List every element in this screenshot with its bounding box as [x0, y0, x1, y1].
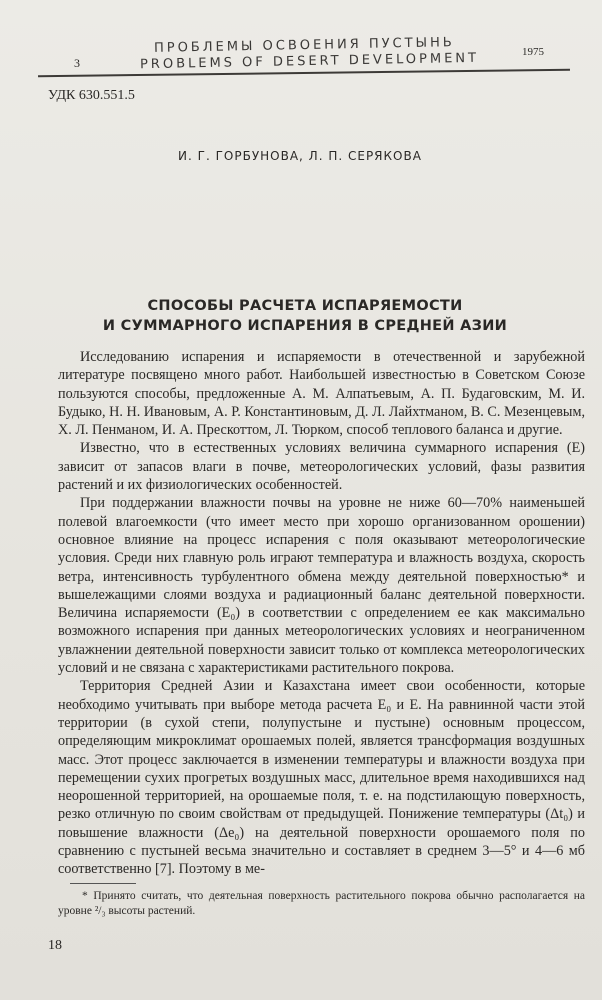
paragraph-3: При поддержании влажности почвы на уровне не ниже 60—70% наименьшей полевой влагоемкости (что имеет место при хорошо организованном орошении) основное влияние на процесс испарения с поля оказывают метеорологические условия. Среди них главную роль играют температура и влажность воздуха, скорость ветра, интенсивность турбулентного обмена между деятельной поверхностью* и вышележащими слоями воздуха и радиационный баланс деятельной поверхности. Величина испаряемости (E₀) в соответствии с определением ее как максимально возможного испарения при данных метеорологических условиях и неограниченном увлажнении деятельной поверхности зависит только от комплекса метеорологических условий и не связана с характеристиками растительного покрова. [58, 495, 585, 677]
page-number: 18 [48, 938, 62, 953]
article-title-line-1: СПОСОБЫ РАСЧЕТА ИСПАРЯЕМОСТИ [147, 298, 463, 314]
udc-code: УДК 630.551.5 [48, 88, 135, 103]
journal-title-en: PROBLEMS OF DESERT DEVELOPMENT [139, 50, 480, 73]
paragraph-4: Территория Средней Азии и Казахстана имеет свои особенности, которые необходимо учитывать при выборе метода расчета E₀ и E. На равнинной части этой территории (в сухой степи, полупустыне и пустыне) основным процессом, определяющим микроклимат орошаемых полей, является трансформация воздушных масс. Этот процесс заключается в изменении температуры и влажности воздуха при перемещении сухих прогретых воздушных масс, длительное время находившихся над неорошенной территорией, на орошаемые поля, т. е. на подстилающую поверхность, резко отличную по своим свойствам от предыдущей. Понижение температуры (Δt₀) и повышение влажности (Δe₀) на деятельной поверхности орошаемого поля по сравнению с пустыней весьма значительно и составляет в среднем 3—5° и 4—6 мб соответственно [7]. Поэтому в ме- [58, 678, 585, 878]
journal-title-ru: ПРОБЛЕМЫ ОСВОЕНИЯ ПУСТЫНЬ [153, 35, 455, 56]
article-title [70, 296, 540, 336]
footnote-rule [70, 883, 136, 884]
header-page-number: 3 [74, 56, 80, 70]
article-title-line-2: И СУММАРНОГО ИСПАРЕНИЯ В СРЕДНЕЙ АЗИИ [102, 318, 508, 334]
paragraph-2: Известно, что в естественных условиях величина суммарного испарения (E) зависит от запасов влаги в почве, метеорологических условий, фазы развития растений и их физиологических особенностей. [58, 440, 585, 494]
footnote: * Принято считать, что деятельная поверхность растительного покрова обычно располагается на уровне ²/₃ высоты растений. [58, 890, 585, 917]
article-body [58, 348, 585, 879]
authors: И. Г. ГОРБУНОВА, Л. П. СЕРЯКОВА [178, 149, 422, 163]
journal-year: 1975 [522, 46, 544, 58]
paragraph-1: Исследованию испарения и испаряемости в отечественной и зарубежной литературе посвящено много работ. Наибольшей известностью в Советском Союзе пользуются способы, предложенные А. М. Алпатьевым, А. П. Будаговским, М. И. Будыко, Н. Н. Ивановым, А. Р. Константиновым, Д. Л. Лайхтманом, В. С. Мезенцевым, Х. Л. Пенманом, И. А. Прескоттом, Л. Тюрком, способ теплового баланса и другие. [58, 349, 585, 439]
